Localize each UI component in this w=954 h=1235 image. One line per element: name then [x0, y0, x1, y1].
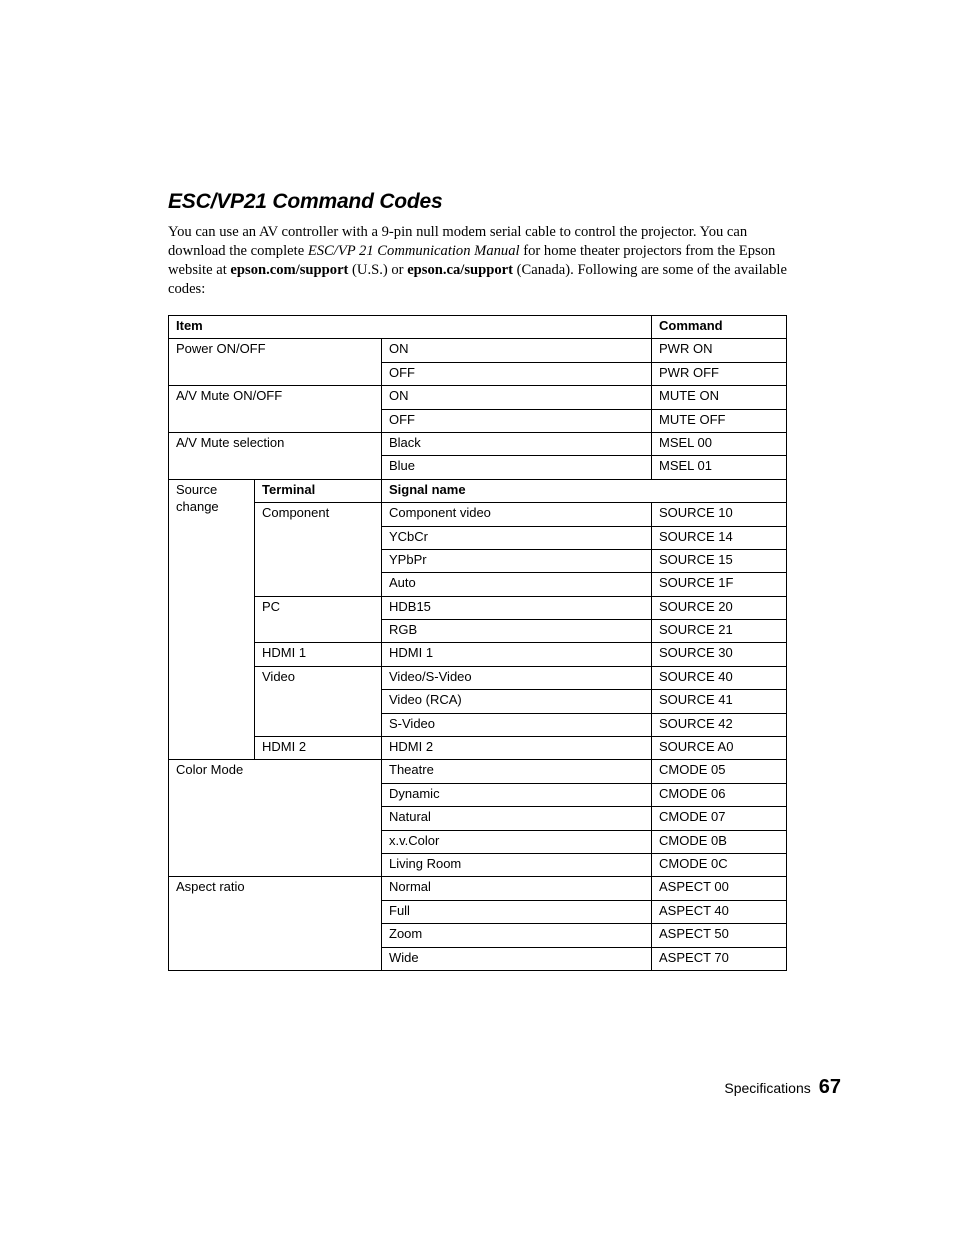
setting-cell: Natural — [382, 807, 652, 830]
terminal-cell: PC — [255, 596, 382, 643]
command-cell: SOURCE 30 — [652, 643, 787, 666]
header-command: Command — [652, 316, 787, 339]
signal-cell: YCbCr — [382, 526, 652, 549]
setting-cell: Normal — [382, 877, 652, 900]
page-number: 67 — [818, 1076, 841, 1098]
table-header-row — [169, 316, 787, 339]
setting-cell: Dynamic — [382, 783, 652, 806]
signal-cell: Video (RCA) — [382, 690, 652, 713]
command-cell: CMODE 0C — [652, 853, 787, 876]
command-cell: CMODE 05 — [652, 760, 787, 783]
command-cell: CMODE 07 — [652, 807, 787, 830]
command-cell: CMODE 0B — [652, 830, 787, 853]
intro-text-3: (U.S.) or — [348, 262, 408, 278]
command-cell: SOURCE 14 — [652, 526, 787, 549]
terminal-cell: Component — [255, 503, 382, 597]
command-cell: ASPECT 00 — [652, 877, 787, 900]
command-cell: SOURCE 21 — [652, 620, 787, 643]
setting-cell: Wide — [382, 947, 652, 970]
page-title: ESC/VP21 Command Codes — [168, 190, 443, 213]
item-label: Source change — [169, 479, 255, 760]
table-row — [169, 339, 787, 362]
setting-cell: Black — [382, 432, 652, 455]
item-label: A/V Mute ON/OFF — [169, 386, 382, 433]
command-cell: SOURCE 40 — [652, 666, 787, 689]
item-label: Aspect ratio — [169, 877, 382, 971]
command-cell: CMODE 06 — [652, 783, 787, 806]
setting-cell: Zoom — [382, 924, 652, 947]
signal-header: Signal name — [382, 479, 787, 502]
page-footer — [724, 1076, 841, 1099]
signal-cell: HDMI 1 — [382, 643, 652, 666]
table-row — [169, 386, 787, 409]
table-row — [169, 643, 787, 666]
intro-text-2: for home theater projectors from the Epson website at — [168, 243, 776, 278]
intro-paragraph — [168, 223, 788, 299]
setting-cell: Theatre — [382, 760, 652, 783]
setting-cell: ON — [382, 386, 652, 409]
intro-text-4: (Canada). Following are some of the available codes: — [168, 262, 787, 297]
table-row — [169, 479, 787, 502]
command-codes-table — [168, 315, 787, 971]
command-cell: MUTE ON — [652, 386, 787, 409]
terminal-header: Terminal — [255, 479, 382, 502]
table-row — [169, 596, 787, 619]
link-epson-us[interactable]: epson.com/support — [230, 262, 349, 278]
terminal-cell: Video — [255, 666, 382, 736]
setting-cell: OFF — [382, 409, 652, 432]
table-row — [169, 666, 787, 689]
signal-cell: HDB15 — [382, 596, 652, 619]
command-cell: PWR OFF — [652, 362, 787, 385]
setting-cell: Living Room — [382, 853, 652, 876]
setting-cell: x.v.Color — [382, 830, 652, 853]
item-label: Color Mode — [169, 760, 382, 877]
header-item: Item — [169, 316, 652, 339]
command-cell: SOURCE 1F — [652, 573, 787, 596]
table-row — [169, 503, 787, 526]
command-cell: PWR ON — [652, 339, 787, 362]
command-cell: SOURCE 41 — [652, 690, 787, 713]
command-cell: MUTE OFF — [652, 409, 787, 432]
command-cell: SOURCE 20 — [652, 596, 787, 619]
terminal-cell: HDMI 2 — [255, 737, 382, 760]
table-row — [169, 432, 787, 455]
table-row — [169, 737, 787, 760]
command-cell: SOURCE A0 — [652, 737, 787, 760]
signal-cell: YPbPr — [382, 549, 652, 572]
signal-cell: S-Video — [382, 713, 652, 736]
table-row — [169, 760, 787, 783]
signal-cell: Auto — [382, 573, 652, 596]
signal-cell: HDMI 2 — [382, 737, 652, 760]
setting-cell: ON — [382, 339, 652, 362]
command-cell: ASPECT 50 — [652, 924, 787, 947]
item-label: Power ON/OFF — [169, 339, 382, 386]
terminal-cell: HDMI 1 — [255, 643, 382, 666]
command-cell: ASPECT 40 — [652, 900, 787, 923]
setting-cell: Full — [382, 900, 652, 923]
intro-text-1: You can use an AV controller with a 9-pin null modem serial cable to control the projector. You can download the complete — [168, 224, 748, 259]
footer-section-name: Specifications — [724, 1080, 811, 1096]
manual-title: ESC/VP 21 Communication Manual — [307, 243, 520, 259]
command-cell: SOURCE 15 — [652, 549, 787, 572]
setting-cell: Blue — [382, 456, 652, 479]
setting-cell: OFF — [382, 362, 652, 385]
signal-cell: Component video — [382, 503, 652, 526]
command-cell: MSEL 01 — [652, 456, 787, 479]
item-label: A/V Mute selection — [169, 432, 382, 479]
command-cell: SOURCE 42 — [652, 713, 787, 736]
command-cell: SOURCE 10 — [652, 503, 787, 526]
command-cell: ASPECT 70 — [652, 947, 787, 970]
signal-cell: RGB — [382, 620, 652, 643]
link-epson-ca[interactable]: epson.ca/support — [407, 262, 514, 278]
command-cell: MSEL 00 — [652, 432, 787, 455]
table-row — [169, 877, 787, 900]
signal-cell: Video/S-Video — [382, 666, 652, 689]
